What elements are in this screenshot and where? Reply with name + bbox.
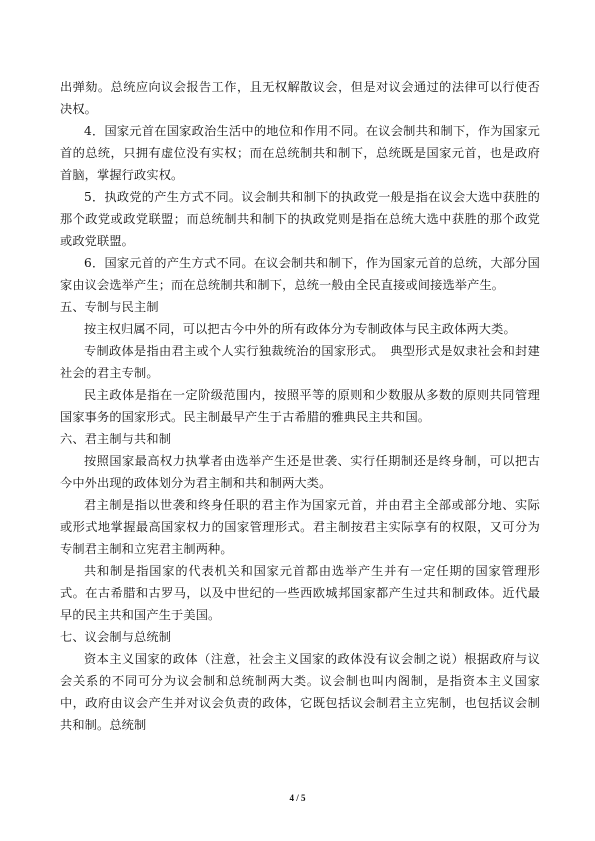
page-number: 4 / 5	[289, 793, 306, 803]
paragraph-democracy: 民主政体是指在一定阶级范围内，按照平等的原则和少数服从多数的原则共同管理国家事务的国家形式。民主制最早产生于古希腊的雅典民主共和国。	[60, 388, 540, 424]
paragraph-point-6: 6．国家元首的产生方式不同。在议会制共和制下，作为国家元首的总统，大部分国家由议会选举产生；而在总统制共和制下，总统一般由全民直接或间接选举产生。	[60, 256, 540, 292]
paragraph-point-5: 5．执政党的产生方式不同。议会制共和制下的执政党一般是指在议会大选中获胜的那个政党或政党联盟；而总统制共和制下的执政党则是指在总统大选中获胜的那个政党或政党联盟。	[60, 190, 540, 248]
paragraph-sovereignty: 按主权归属不同，可以把古今中外的所有政体分为专制政体与民主政体两大类。	[84, 322, 516, 336]
paragraph-parliamentary: 资本主义国家的政体（注意，社会主义国家的政体没有议会制之说）根据政府与议会关系的不同可分为议会制和总统制两大类。议会制也叫内阁制，是指资本主义国家中，政府由议会产生并对议会负责的政体，它既包括议会制君主立宪制，也包括议会制共和制。总统制	[60, 652, 540, 732]
paragraph-republic: 共和制是指国家的代表机关和国家元首都由选举产生并有一定任期的国家管理形式。在古希腊和古罗马，以及中世纪的一些西欧城邦国家都产生过共和制政体。近代最早的民主共和国产生于美国。	[60, 564, 540, 622]
paragraph-continued: 出弹劾。总统应向议会报告工作，且无权解散议会，但是对议会通过的法律可以行使否决权。	[60, 80, 540, 116]
document-body	[60, 76, 540, 736]
section-heading-7: 七、议会制与总统制	[60, 630, 172, 644]
paragraph-point-4: 4．国家元首在国家政治生活中的地位和作用不同。在议会制共和制下，作为国家元首的总统，只拥有虚位没有实权；而在总统制共和制下，总统既是国家元首，也是政府首脑，掌握行政实权。	[60, 124, 540, 182]
paragraph-monarchy: 君主制是指以世袭和终身任职的君主作为国家元首，并由君主全部或部分地、实际或形式地掌握最高国家权力的国家管理形式。君主制按君主实际享有的权限，又可分为专制君主制和立宪君主制两种。	[60, 498, 540, 556]
paragraph-classification: 按照国家最高权力执掌者由选举产生还是世袭、实行任期制还是终身制，可以把古今中外出现的政体划分为君主制和共和制两大类。	[60, 454, 540, 490]
paragraph-autocracy: 专制政体是指由君主或个人实行独裁统治的国家形式。 典型形式是奴隶社会和封建社会的君主专制。	[60, 344, 540, 380]
section-heading-6: 六、君主制与共和制	[60, 432, 172, 446]
section-heading-5: 五、专制与民主制	[60, 300, 159, 314]
